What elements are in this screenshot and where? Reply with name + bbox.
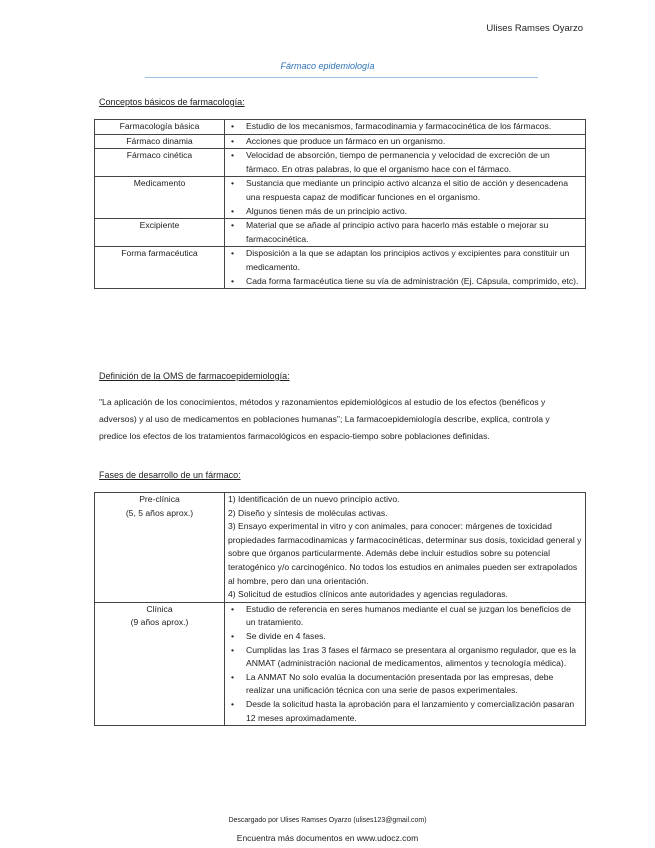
list-item: • Desde la solicitud hasta la aprobación para el lanzamiento y comercialización pasaran 12 meses aproximadamente. (246, 698, 582, 725)
definition-paragraph: "La aplicación de los conocimientos, métodos y razonamientos epidemiológicos al estudio de los efectos (benéficos y adversos) y al uso de medicamentos en poblaciones humanas"; La farmacoepidemiología describe, explica, controla y predice los efectos de los tratamientos farmacológicos en espacio-tiempo sobre poblaciones definidas. (99, 397, 550, 441)
list-item: • La ANMAT No solo evalúa la documentación presentada por las empresas, debe realizar una unificación técnica con una serie de pasos experimentales. (246, 671, 582, 698)
definition-cell (225, 219, 586, 247)
step-item: 1) Identificación de un nuevo principio activo. (228, 494, 400, 504)
list-item: • Acciones que produce un fármaco en un organismo. (246, 135, 582, 149)
list-item: • Estudio de los mecanismos, farmacodinamia y farmacocinética de los fármacos. (246, 120, 582, 134)
document-title: Fármaco epidemiología (280, 61, 375, 71)
term-cell: Fármaco cinética (95, 149, 225, 177)
list-item: • Algunos tienen más de un principio activo. (246, 205, 582, 219)
term-cell: Medicamento (95, 177, 225, 219)
section-heading-conceptos: Conceptos básicos de farmacología: (99, 97, 245, 107)
phase-steps-cell (225, 602, 586, 725)
phase-name-cell (95, 493, 225, 603)
table-row (95, 120, 586, 135)
table-row (95, 177, 586, 219)
table-row (95, 493, 586, 603)
phase-duration: (9 años aprox.) (130, 617, 189, 628)
definition-cell (225, 247, 586, 289)
phases-table (94, 492, 586, 726)
table-row (95, 247, 586, 289)
phase-steps-cell (225, 493, 586, 603)
definition-cell (225, 177, 586, 219)
definition-cell (225, 120, 586, 135)
definition-cell (225, 134, 586, 149)
step-item: 2) Diseño y síntesis de moléculas activas. (228, 507, 388, 518)
list-item: • Estudio de referencia en seres humanos mediante el cual se juzgan los beneficios de un tratamiento. (246, 603, 582, 630)
table-row (95, 134, 586, 149)
section-heading-definicion: Definición de la OMS de farmacoepidemiología: (99, 371, 290, 381)
phase-name-cell (95, 602, 225, 725)
table-row (95, 219, 586, 247)
term-cell: Forma farmacéutica (95, 247, 225, 289)
title-divider (145, 77, 538, 78)
definition-cell (225, 149, 586, 177)
author-name: Ulises Ramses Oyarzo (486, 23, 583, 34)
list-item: • Sustancia que mediante un principio activo alcanza el sitio de acción y desencadena una respuesta capaz de modificar funciones en el organismo. (246, 177, 582, 204)
phase-duration: (5, 5 años aprox.) (125, 507, 194, 518)
term-cell: Farmacología básica (95, 120, 225, 135)
more-documents-link[interactable]: Encuentra más documentos en www.udocz.com (236, 833, 419, 843)
oms-definition (99, 394, 579, 444)
phase-name: Pre-clínica (139, 494, 180, 504)
list-item: • Disposición a la que se adaptan los principios activos y excipientes para constituir un medicamento. (246, 247, 582, 274)
term-cell: Fármaco dinamia (95, 134, 225, 149)
step-item: 3) Ensayo experimental in vitro y con animales, para conocer: márgenes de toxicidad propiedades farmacodinamicas y farmacocinéticas, determinar sus dosis, toxicidad general y sobre que órganos particularmente. Además debe incluir estudios sobre su potencial teratogénico y/o carcinogénico. No todos los estudios en animales pueden ser extrapolados al hombre, pero dan una orientación. (228, 521, 582, 586)
concepts-table (94, 119, 586, 289)
table-row (95, 149, 586, 177)
list-item: • Cumplidas las 1ras 3 fases el fármaco se presentara al organismo regulador, que es la ANMAT (administración nacional de medicamentos, alimentos y tecnología médica). (246, 644, 582, 671)
download-notice: Descargado por Ulises Ramses Oyarzo (ulises123@gmail.com) (228, 817, 427, 824)
phase-name: Clínica (146, 603, 173, 614)
list-item: • Material que se añade al principio activo para hacerlo más estable o mejorar su farmacocinética. (246, 219, 582, 246)
list-item: • Se divide en 4 fases. (246, 630, 582, 644)
step-item: 4) Solicitud de estudios clínicos ante autoridades y agencias reguladoras. (228, 589, 508, 600)
section-heading-fases: Fases de desarrollo de un fármaco: (99, 470, 241, 480)
list-item: • Cada forma farmacéutica tiene su vía de administración (Ej. Cápsula, comprimido, etc). (246, 275, 582, 289)
table-row (95, 602, 586, 725)
list-item: • Velocidad de absorción, tiempo de permanencia y velocidad de excreción de un fármaco. En otras palabras, lo que el organismo hace con el fármaco. (246, 149, 582, 176)
term-cell: Excipiente (95, 219, 225, 247)
